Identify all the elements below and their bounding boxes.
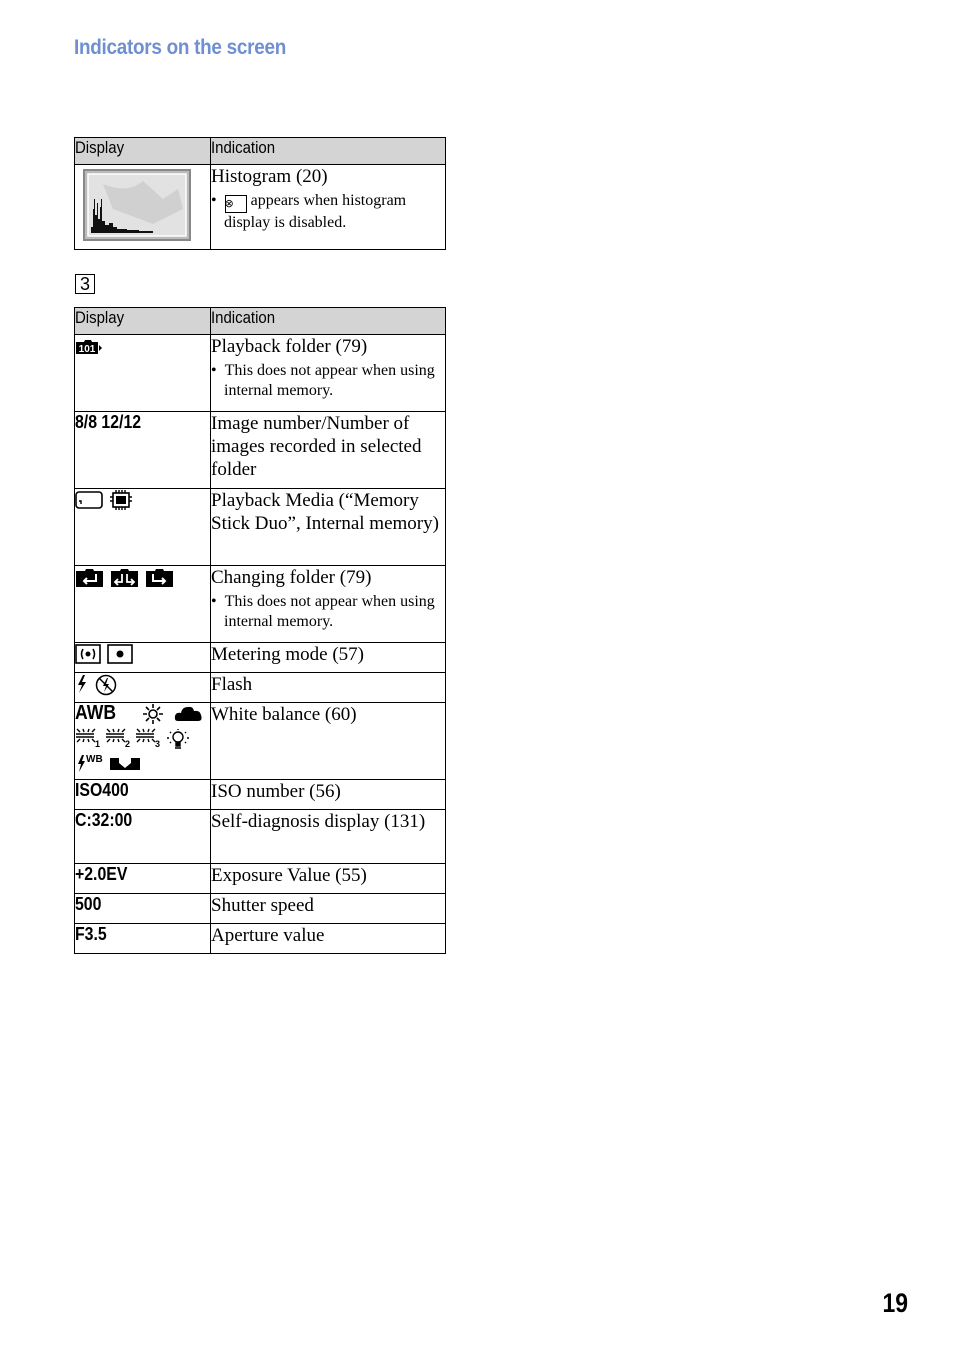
display-cell xyxy=(75,924,211,954)
playback-folder-icon xyxy=(75,339,103,355)
flash-off-icon xyxy=(95,674,117,696)
table-row xyxy=(75,864,446,894)
daylight-icon xyxy=(142,703,164,725)
folder-prev-icon xyxy=(75,568,104,588)
table-row xyxy=(75,673,446,703)
display-cell xyxy=(75,864,211,894)
spot-metering-icon xyxy=(107,644,133,664)
table-row xyxy=(75,335,446,412)
column-header-display: Display xyxy=(75,308,211,335)
indication-text: Image number/Number of images recorded in selected folder xyxy=(211,413,422,480)
indication-text: Playback Media (“Memory Stick Duo”, Internal memory) xyxy=(211,490,439,534)
display-cell xyxy=(75,165,211,250)
display-cell xyxy=(75,894,211,924)
cloudy-icon xyxy=(174,703,204,723)
folder-next-icon xyxy=(145,568,174,588)
table-row xyxy=(75,924,446,954)
internal-memory-icon xyxy=(109,489,133,511)
flash-wb-icon xyxy=(75,753,103,773)
indication-cell xyxy=(211,566,446,643)
indication-text: Exposure Value (55) xyxy=(211,865,367,886)
display-cell xyxy=(75,566,211,643)
indication-cell xyxy=(211,864,446,894)
indication-text: Playback folder (79) xyxy=(211,336,368,357)
indication-cell xyxy=(211,924,446,954)
folder-both-icon xyxy=(110,568,139,588)
table-row xyxy=(75,643,446,673)
svg-text:1: 1 xyxy=(95,739,101,748)
image-number-display: 8/8 12/12 xyxy=(75,412,142,432)
column-header-display: Display xyxy=(75,138,211,165)
one-push-wb-icon xyxy=(109,757,141,771)
svg-text:3: 3 xyxy=(155,739,161,748)
indication-text: Self-diagnosis display (131) xyxy=(211,811,426,832)
indicators-table xyxy=(74,307,446,954)
indication-cell xyxy=(211,643,446,673)
table-row xyxy=(75,703,446,780)
auto-white-balance-icon: AWB xyxy=(75,702,117,724)
indication-text: White balance (60) xyxy=(211,704,357,725)
shutter-display: 500 xyxy=(75,894,102,914)
histogram-table xyxy=(74,137,446,250)
histogram-title: Histogram (20) xyxy=(211,166,328,187)
indication-text: Aperture value xyxy=(211,925,325,946)
exposure-display: +2.0EV xyxy=(75,864,128,884)
fluorescent-1-icon xyxy=(75,728,101,748)
iso-display: ISO400 xyxy=(75,780,129,800)
display-cell xyxy=(75,673,211,703)
fluorescent-2-icon xyxy=(105,728,131,748)
display-cell xyxy=(75,643,211,673)
page-number: 19 xyxy=(882,1288,908,1318)
indication-cell xyxy=(211,489,446,566)
indication-cell xyxy=(211,412,446,489)
svg-text:101: 101 xyxy=(78,344,96,355)
indication-cell xyxy=(211,335,446,412)
display-cell xyxy=(75,489,211,566)
indication-cell xyxy=(211,810,446,864)
table-row xyxy=(75,412,446,489)
self-diagnosis-display: C:32:00 xyxy=(75,810,133,830)
indication-cell xyxy=(211,673,446,703)
fluorescent-3-icon xyxy=(135,728,161,748)
indication-text: Metering mode (57) xyxy=(211,644,365,665)
indication-cell xyxy=(211,894,446,924)
svg-text:WB: WB xyxy=(86,754,103,765)
histogram-disabled-icon: ⊗ xyxy=(225,195,247,213)
flash-icon xyxy=(75,674,89,694)
column-header-indication: Indication xyxy=(211,308,446,335)
table-row xyxy=(75,780,446,810)
section-title: Indicators on the screen xyxy=(74,36,286,59)
table-row xyxy=(75,566,446,643)
indication-text: Shutter speed xyxy=(211,895,314,916)
histogram-note: • ⊗ appears when histogram display is disabled. xyxy=(211,192,407,231)
aperture-display: F3.5 xyxy=(75,924,107,944)
display-cell xyxy=(75,703,211,780)
indication-cell xyxy=(211,703,446,780)
indication-text: Changing folder (79) xyxy=(211,567,372,588)
display-cell xyxy=(75,335,211,412)
indication-cell xyxy=(211,780,446,810)
table-row xyxy=(75,489,446,566)
indication-text: Flash xyxy=(211,674,253,695)
display-cell xyxy=(75,810,211,864)
histogram-thumbnail xyxy=(83,169,210,246)
display-cell xyxy=(75,780,211,810)
display-cell xyxy=(75,412,211,489)
incandescent-icon xyxy=(165,728,191,750)
indication-cell xyxy=(211,165,446,250)
note: • This does not appear when using internal memory. xyxy=(211,593,435,630)
table-row xyxy=(75,894,446,924)
svg-text:2: 2 xyxy=(125,739,131,748)
column-header-indication: Indication xyxy=(211,138,446,165)
table-row xyxy=(75,810,446,864)
indication-text: ISO number (56) xyxy=(211,781,341,802)
note: • This does not appear when using internal memory. xyxy=(211,362,435,399)
multi-metering-icon xyxy=(75,644,101,664)
section-marker: 3 xyxy=(75,274,95,294)
memory-stick-icon xyxy=(75,491,103,509)
